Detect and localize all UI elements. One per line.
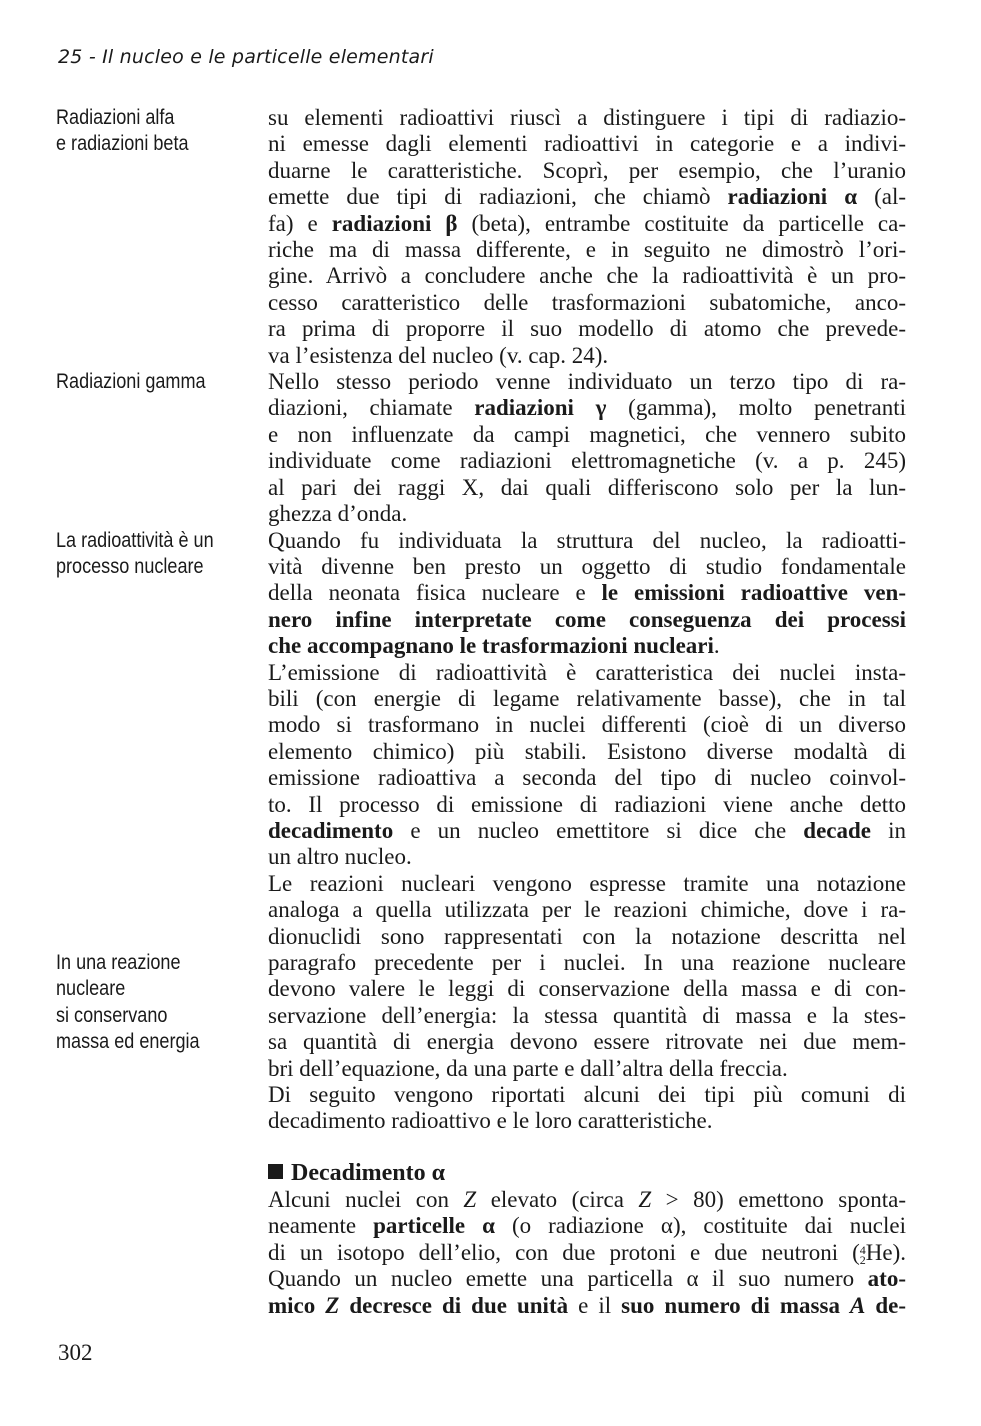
text-run: elevato (circa	[476, 1187, 639, 1212]
symbol-z: Z	[463, 1187, 477, 1212]
term-radiazioni-beta: radiazioni β	[331, 210, 458, 236]
text-line: to. Il processo di emissione di radiazioni viene anche detto	[268, 791, 906, 817]
bold-run: decresce di due unità	[339, 1292, 569, 1318]
section-heading-text: Decadimento α	[291, 1160, 446, 1186]
running-head: 25 - Il nucleo e le particelle elementari	[58, 46, 434, 68]
text-line: sa quantità di energia devono essere ritrovate nei due mem-	[268, 1029, 906, 1055]
page-number: 302	[58, 1340, 93, 1365]
body-column	[268, 105, 906, 1135]
term-radiazioni-alfa: radiazioni α	[727, 184, 858, 210]
bold-run: mico	[268, 1292, 326, 1318]
text-line: devono valere le leggi di conservazione della massa e di con-	[268, 976, 906, 1002]
margin-note-line: Radiazioni gamma	[56, 370, 206, 393]
text-line: duarne le caratteristiche. Scoprì, per esempio, che l’uranio	[268, 157, 906, 183]
text-run: .	[713, 633, 720, 659]
margin-note-conservazione	[56, 950, 228, 1056]
bold-run: le emissioni radioattive ven-	[601, 580, 906, 606]
text-line	[268, 1266, 906, 1292]
text-run: di un isotopo dell’elio, con due protoni e due neutroni (	[268, 1239, 860, 1265]
text-line: bili (con energie di legame relativamente basse), che in tal	[268, 685, 906, 711]
text-line	[268, 1293, 906, 1319]
text-run: He).	[865, 1239, 906, 1265]
text-line: paragrafo precedente per i nuclei. In una reazione nucleare	[268, 950, 906, 975]
text-line: bri dell’equazione, da una parte e dall’altra della freccia.	[268, 1055, 788, 1081]
margin-note-line: Radiazioni alfa	[56, 106, 175, 129]
margin-note-line: In una reazione	[56, 951, 181, 974]
text-line	[268, 580, 906, 606]
symbol-z: Z	[325, 1292, 340, 1318]
term-radiazioni-gamma: radiazioni γ	[474, 395, 607, 421]
text-line: Nello stesso periodo venne individuato un terzo tipo di ra-	[268, 369, 906, 395]
text-run: della neonata fisica nucleare e	[268, 580, 602, 606]
text-run: e il	[568, 1292, 622, 1318]
text-run: Alcuni nuclei con	[268, 1187, 464, 1212]
margin-note-line: La radioattività è un	[56, 529, 214, 552]
text-line	[268, 395, 906, 421]
paragraph-alfa-beta	[268, 105, 906, 369]
text-line	[268, 184, 906, 210]
paragraph-reazioni	[268, 871, 906, 1082]
bold-run: che accompagnano le trasformazioni nucleari	[268, 633, 714, 659]
text-line: modo si trasformano in nuclei differenti (cioè di un diverso	[268, 712, 906, 738]
text-line	[268, 1213, 906, 1239]
text-line: ghezza d’onda.	[268, 501, 408, 527]
text-line: e non influenzate da campi magnetici, che vennero subito	[268, 421, 906, 447]
text-run: Quando un nucleo emette una particella α il suo numero	[268, 1266, 868, 1292]
text-line: al pari dei raggi X, dai quali differiscono solo per la lun-	[268, 474, 906, 500]
section-body	[268, 1187, 906, 1319]
text-line: analoga a quella utilizzata per le reazioni chimiche, dove i ra-	[268, 897, 906, 923]
text-line: vità divenne ben presto un oggetto di studio fondamentale	[268, 553, 906, 579]
text-run: e un nucleo emettitore si dice che	[393, 817, 804, 843]
text-run: fa) e	[268, 210, 332, 236]
text-line	[268, 607, 906, 633]
text-line: Le reazioni nucleari vengono espresse tramite una notazione	[268, 870, 906, 896]
margin-note-processo	[56, 528, 228, 581]
text-line: individuate come radiazioni elettromagnetiche (v. a p. 245)	[268, 448, 906, 474]
margin-note-line: massa ed energia	[56, 1030, 200, 1054]
margin-note-line: nucleare	[56, 977, 126, 1001]
text-run: (al-	[857, 184, 906, 210]
text-line: decadimento radioattivo e le loro caratteristiche.	[268, 1108, 713, 1134]
bold-run: de-	[865, 1292, 906, 1318]
paragraph-gamma	[268, 369, 906, 527]
text-line: su elementi radioattivi riuscì a distinguere i tipi di radiazio-	[268, 105, 906, 130]
text-line: cesso caratteristico delle trasformazioni subatomiche, anco-	[268, 289, 906, 315]
term-particelle-alfa: particelle α	[373, 1213, 495, 1239]
section-heading	[268, 1160, 445, 1187]
text-line: riche ma di massa differente, e in seguito ne dimostrò l’ori-	[268, 237, 906, 263]
text-line: L’emissione di radioattività è caratteristica dei nuclei insta-	[268, 659, 906, 685]
text-line	[268, 818, 906, 844]
symbol-a: A	[849, 1292, 866, 1318]
margin-note-line: e radiazioni beta	[56, 132, 189, 156]
margin-note-alfa-beta	[56, 105, 228, 158]
text-run: (beta), entrambe costituite da particelle ca-	[457, 210, 906, 236]
mass-number: 4	[859, 1242, 866, 1257]
margin-note-line: processo nucleare	[56, 555, 204, 579]
text-line: elemento chimico) più stabili. Esistono diverse modaltà di	[268, 738, 906, 764]
bold-run: ato-	[867, 1266, 906, 1292]
text-run: neamente	[268, 1213, 374, 1239]
text-line: un altro nucleo.	[268, 844, 412, 870]
text-line: ra prima di proporre il suo modello di atomo che prevede-	[268, 316, 906, 342]
text-line	[268, 633, 906, 659]
text-run: (gamma), molto penetranti	[606, 395, 906, 421]
paragraph-seguito	[268, 1082, 906, 1135]
text-line	[268, 1187, 906, 1213]
text-run: > 80) emettono sponta-	[651, 1187, 906, 1212]
text-line: gine. Arrivò a concludere anche che la radioattività è un pro-	[268, 263, 906, 289]
text-line: ni emesse dagli elementi radioattivi in categorie e a indivi-	[268, 131, 906, 157]
text-run: in	[871, 817, 906, 843]
square-bullet-icon	[268, 1164, 283, 1179]
bold-run: nero infine interpretate come conseguenza dei processi	[268, 606, 906, 632]
symbol-z: Z	[638, 1187, 652, 1212]
text-run: (o radiazione α), costituite dai nuclei	[494, 1213, 906, 1239]
bold-run: suo numero di massa	[621, 1292, 850, 1318]
text-line: servazione dell’energia: la stessa quantità di massa e la stes-	[268, 1002, 906, 1028]
text-line	[268, 1240, 906, 1266]
margin-note-gamma	[56, 369, 228, 395]
text-line: emissione radioattiva a seconda del tipo di nucleo coinvol-	[268, 765, 906, 791]
paragraph-emissione	[268, 660, 906, 871]
text-run: diazioni, chiamate	[268, 395, 475, 421]
text-line: va l’esistenza del nucleo (v. cap. 24).	[268, 342, 609, 368]
term-decade: decade	[803, 817, 872, 843]
paragraph-processo	[268, 528, 906, 660]
atomic-number: 2	[859, 1252, 866, 1267]
text-run: emette due tipi di radiazioni, che chiamò	[268, 184, 728, 210]
margin-note-line: si conservano	[56, 1003, 168, 1027]
text-line	[268, 211, 906, 237]
text-line: Di seguito vengono riportati alcuni dei tipi più comuni di	[268, 1082, 906, 1108]
term-decadimento: decadimento	[268, 817, 394, 843]
text-line: Quando fu individuata la struttura del nucleo, la radioatti-	[268, 527, 906, 553]
text-line: dionuclidi sono rappresentati con la notazione descritta nel	[268, 923, 906, 949]
